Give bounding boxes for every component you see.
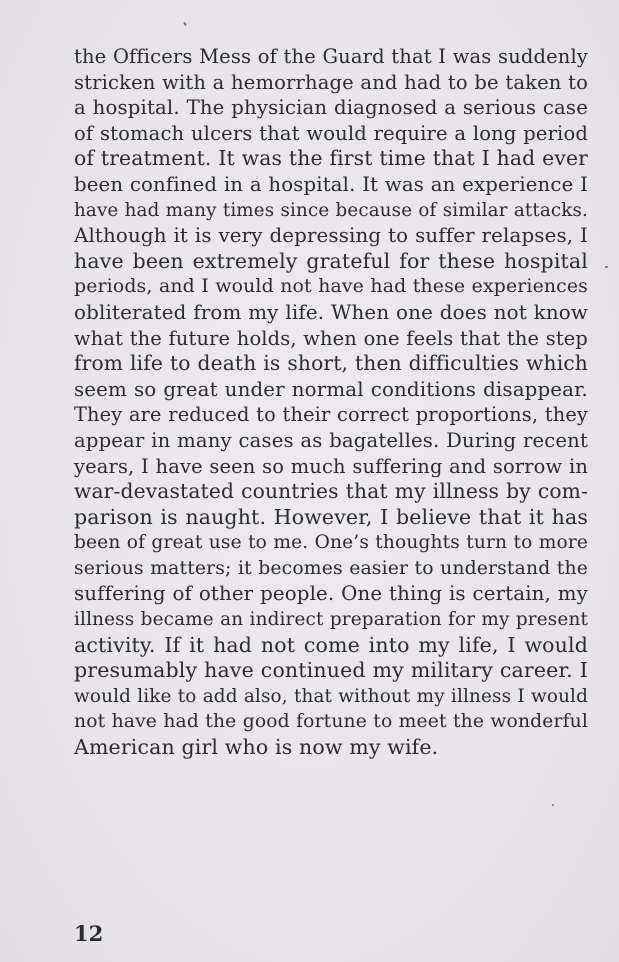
print-speck [183,22,187,26]
text-line: from life to death is short, then difficulties which [74,351,588,376]
print-speck [605,266,608,268]
print-speck [552,804,554,806]
text-line: have had many times since because of similar attacks. [74,199,588,221]
text-line: They are reduced to their correct proportions, they [74,403,588,427]
text-line: obliterated from my life. When one does not know [74,300,588,324]
text-line: have been extremely grateful for these hospital [74,248,588,273]
text-line: Although it is very depressing to suffer relapses, I [74,224,588,248]
text-line: been of great use to me. One’s thoughts turn to more [74,532,588,554]
text-line: serious matters; it becomes easier to understand the [74,557,588,579]
text-line: a hospital. The physician diagnosed a serious case [74,96,588,120]
body-text [74,44,588,761]
text-line: of stomach ulcers that would require a long period [74,121,588,145]
text-line: not have had the good fortune to meet the wonderful [74,711,588,733]
text-line: presumably have continued my military career. I [74,658,588,683]
text-line: war-devastated countries that my illness by com- [74,479,588,504]
text-line: years, I have seen so much suffering and sorrow in [74,454,588,478]
text-line: the Officers Mess of the Guard that I was suddenly [74,45,588,68]
text-line: activity. If it had not come into my life, I would [74,632,588,657]
text-line: parison is naught. However, I believe that it has [74,504,588,529]
text-line: illness became an indirect preparation for my present [74,609,588,631]
page-number: 12 [74,921,104,946]
text-line: appear in many cases as bagatelles. During recent [74,428,588,452]
text-line: would like to add also, that without my illness I would [74,685,588,707]
text-line: what the future holds, when one feels that the step [74,326,588,350]
text-line: periods, and I would not have had these experiences [74,276,588,298]
text-line: stricken with a hemorrhage and had to be taken to [74,70,588,94]
text-line: been confined in a hospital. It was an experience I [74,172,588,196]
text-line-last: American girl who is now my wife. [74,735,439,760]
text-line: of treatment. It was the first time that I had ever [74,146,588,171]
text-line: seem so great under normal conditions disappear. [74,377,588,401]
text-line: suffering of other people. One thing is certain, my [74,582,588,606]
